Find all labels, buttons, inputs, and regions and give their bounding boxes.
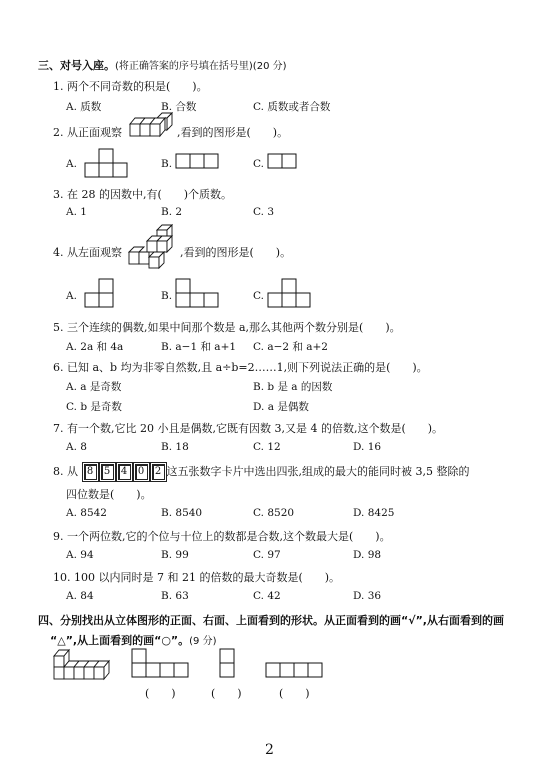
section-4-instruction: “△”,从上面看到的画“○”。	[50, 634, 190, 647]
question-7-stem: 7. 有一个数,它比 20 小且是偶数,它既有因数 3,又是 4 的倍数,这个数是( )。	[53, 422, 444, 435]
section-4-heading-line2	[50, 632, 217, 648]
section-4-solid-figure	[52, 648, 118, 684]
question-5-stem: 5. 三个连续的偶数,如果中间那个数是 a,那么其他两个数分别是( )。	[53, 321, 401, 334]
q8-option-d: D. 8425	[353, 507, 395, 519]
q10-option-c: C. 42	[253, 590, 281, 602]
q6-option-b: B. b 是 a 的因数	[253, 381, 333, 393]
number-card: 4	[118, 464, 131, 480]
q3-option-c: C. 3	[253, 206, 275, 218]
q4-option-c-label: C.	[253, 290, 264, 302]
q10-option-d: D. 36	[353, 590, 382, 602]
q8-option-c: C. 8520	[253, 507, 295, 519]
question-6-stem: 6. 已知 a、b 均为非零自然数,且 a÷b=2……1,则下列说法正确的是( )。	[53, 361, 428, 374]
question-2-stem-end: ,看到的图形是( )。	[177, 126, 289, 139]
q3-option-b: B. 2	[161, 206, 183, 218]
q4-option-b-figure	[175, 278, 221, 310]
q7-option-b: B. 18	[161, 441, 189, 453]
q10-option-a: A. 84	[66, 590, 94, 602]
answer-blank-3[interactable]: ( )	[279, 687, 310, 700]
section-4-view-shape-1	[131, 648, 191, 682]
question-1-stem: 1. 两个不同奇数的积是( )。	[53, 80, 208, 93]
q9-option-d: D. 98	[353, 549, 382, 561]
q1-option-a: A. 质数	[66, 101, 102, 113]
answer-blank-2[interactable]: ( )	[211, 687, 242, 700]
q8-number-cards	[84, 464, 165, 480]
q4-option-a-figure	[84, 278, 116, 310]
q8-stem-end: 这五张数字卡片中选出四张,组成的最大的能同时被 3,5 整除的	[166, 465, 470, 478]
question-4-stem-end: ,看到的图形是( )。	[180, 246, 292, 259]
q3-option-a: A. 1	[66, 206, 87, 218]
q2-option-c-label: C.	[253, 158, 264, 170]
section-4-points: (9 分)	[189, 636, 217, 647]
question-10-stem: 10. 100 以内同时是 7 和 21 的倍数的最大奇数是( )。	[53, 571, 341, 584]
question-9-stem: 9. 一个两位数,它的个位与十位上的数都是合数,这个数最大是( )。	[53, 530, 391, 543]
q4-solid-figure	[127, 224, 183, 270]
q2-solid-figure	[128, 112, 180, 138]
q6-option-c: C. b 是奇数	[66, 401, 122, 413]
section-3-title: 三、对号入座。	[38, 59, 115, 72]
q10-option-b: B. 63	[161, 590, 189, 602]
q8-option-b: B. 8540	[161, 507, 203, 519]
number-card: 0	[135, 464, 148, 480]
q5-option-c: C. a−2 和 a+2	[253, 341, 328, 353]
q1-option-c: C. 质数或者合数	[253, 101, 331, 113]
q7-option-a: A. 8	[66, 441, 87, 453]
q8-option-a: A. 8542	[66, 507, 107, 519]
question-4-stem-start: 4. 从左面观察	[53, 246, 122, 259]
q2-option-b-figure	[175, 153, 221, 171]
q5-option-a: A. 2a 和 4a	[66, 341, 124, 353]
number-card: 2	[152, 464, 165, 480]
section-4-view-shape-2	[219, 648, 237, 682]
q9-option-c: C. 97	[253, 549, 281, 561]
answer-blank-1[interactable]: ( )	[145, 687, 176, 700]
question-8-stem-line2: 四位数是( )。	[66, 488, 152, 501]
q6-option-a: A. a 是奇数	[66, 381, 122, 393]
number-card: 8	[84, 464, 97, 480]
section-4-heading-line1: 四、分别找出从立体图形的正面、右面、上面看到的形状。从正面看到的画“√”,从右面看到的画	[38, 614, 504, 627]
q4-option-b-label: B.	[161, 290, 173, 302]
q9-option-a: A. 94	[66, 549, 94, 561]
question-3-stem: 3. 在 28 的因数中,有( )个质数。	[53, 188, 233, 201]
q5-option-b: B. a−1 和 a+1	[161, 341, 237, 353]
section-4-view-shape-3	[265, 662, 325, 680]
q1-option-b: B. 合数	[161, 101, 197, 113]
q2-option-c-figure	[267, 153, 299, 171]
q9-option-b: B. 99	[161, 549, 189, 561]
section-3-heading	[38, 57, 287, 73]
q2-option-b-label: B.	[161, 158, 173, 170]
q2-option-a-figure	[84, 148, 130, 178]
q7-option-c: C. 12	[253, 441, 281, 453]
section-3-note: (将正确答案的序号填在括号里)(20 分)	[115, 61, 287, 72]
q2-option-a-label: A.	[66, 158, 77, 170]
question-2-stem-start: 2. 从正面观察	[53, 126, 122, 139]
number-card: 5	[101, 464, 114, 480]
q6-option-d: D. a 是偶数	[253, 401, 309, 413]
question-8-stem-line1	[53, 463, 469, 480]
q4-option-a-label: A.	[66, 290, 77, 302]
q8-stem-start: 8. 从	[53, 465, 78, 478]
q7-option-d: D. 16	[353, 441, 382, 453]
page-number: 2	[265, 742, 274, 758]
q4-option-c-figure	[267, 278, 313, 310]
